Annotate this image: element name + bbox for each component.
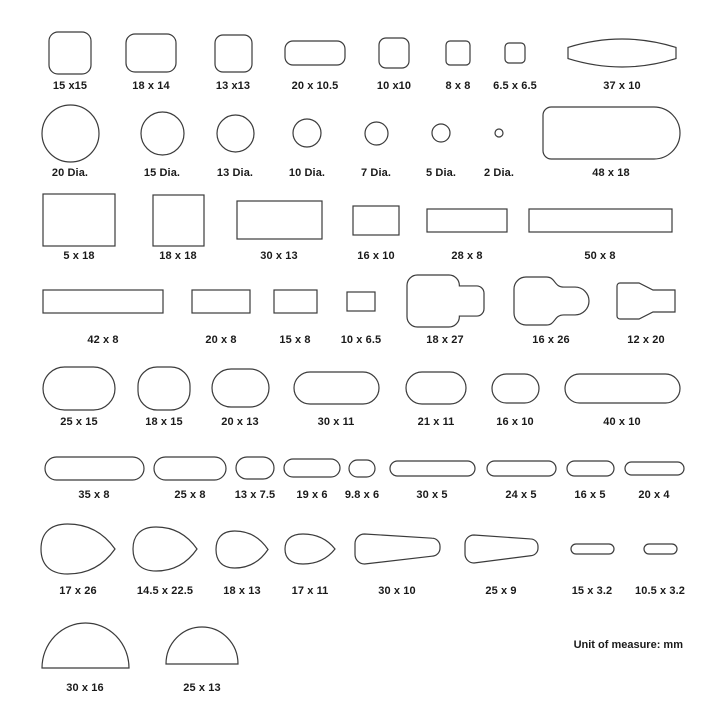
shape-outline bbox=[138, 367, 190, 410]
shape-rounded-rect bbox=[124, 32, 178, 74]
size-label: 5 x 18 bbox=[63, 250, 95, 262]
size-label: 6.5 x 6.5 bbox=[493, 80, 537, 92]
shape-stadium bbox=[347, 458, 377, 479]
shape-outline bbox=[349, 460, 375, 477]
shape-stadium bbox=[292, 370, 381, 406]
shape-stadium bbox=[642, 542, 679, 556]
shape-teardrop bbox=[283, 532, 337, 566]
size-label: 35 x 8 bbox=[78, 489, 110, 501]
shape-outline bbox=[43, 290, 163, 313]
size-label: 18 x 27 bbox=[426, 334, 464, 346]
shape-outline bbox=[133, 527, 197, 571]
shape-outline bbox=[514, 277, 589, 325]
shape-outline bbox=[154, 457, 226, 480]
shape-circle bbox=[215, 113, 256, 154]
size-label: 19 x 6 bbox=[296, 489, 328, 501]
shape-rect bbox=[527, 207, 674, 234]
shape-outline bbox=[407, 275, 484, 327]
shape-outline bbox=[217, 115, 254, 152]
shape-stadium bbox=[282, 457, 342, 479]
shape-outline bbox=[43, 367, 115, 410]
shape-outline bbox=[49, 32, 91, 74]
size-label: 20 x 4 bbox=[638, 489, 670, 501]
shape-outline bbox=[543, 107, 680, 159]
size-label: 10 Dia. bbox=[288, 167, 326, 179]
unit-of-measure-note: Unit of measure: mm bbox=[573, 639, 683, 651]
shape-outline bbox=[432, 124, 450, 142]
shape-rect bbox=[41, 192, 117, 248]
shape-outline bbox=[166, 627, 238, 664]
size-label: 24 x 5 bbox=[505, 489, 537, 501]
shape-outline bbox=[237, 201, 322, 239]
shape-stadium bbox=[565, 459, 616, 478]
shape-outline bbox=[492, 374, 539, 403]
shape-key-tab bbox=[405, 273, 486, 329]
size-label: 12 x 20 bbox=[627, 334, 665, 346]
shape-rounded-rect bbox=[283, 39, 347, 67]
shape-d-rect bbox=[541, 105, 682, 161]
shape-wedge bbox=[463, 533, 540, 565]
shape-teardrop bbox=[131, 525, 199, 573]
size-label: 13 x 7.5 bbox=[234, 489, 276, 501]
shape-outline bbox=[487, 461, 556, 476]
shape-outline bbox=[406, 372, 466, 404]
shape-outline bbox=[495, 129, 503, 137]
size-label: 16 x 10 bbox=[496, 416, 534, 428]
shape-outline bbox=[505, 43, 525, 63]
size-label: 28 x 8 bbox=[451, 250, 483, 262]
shape-teardrop bbox=[39, 522, 117, 576]
shape-outline bbox=[45, 457, 144, 480]
shape-taper-plug bbox=[615, 281, 677, 321]
size-label: 14.5 x 22.5 bbox=[136, 585, 194, 597]
size-label: 30 x 13 bbox=[260, 250, 298, 262]
shape-rect bbox=[151, 193, 206, 248]
shape-outline bbox=[41, 524, 115, 574]
shape-outline bbox=[274, 290, 317, 313]
shape-outline bbox=[42, 105, 99, 162]
shape-stadium bbox=[43, 455, 146, 482]
shape-outline bbox=[617, 283, 675, 319]
size-label: 25 x 13 bbox=[183, 682, 221, 694]
shape-outline bbox=[625, 462, 684, 475]
shape-lens bbox=[566, 37, 678, 69]
shape-outline bbox=[355, 534, 440, 564]
shape-stadium bbox=[490, 372, 541, 405]
shape-rect bbox=[351, 204, 401, 237]
size-label: 25 x 8 bbox=[174, 489, 206, 501]
size-label: 40 x 10 bbox=[603, 416, 641, 428]
shape-outline bbox=[353, 206, 399, 235]
size-label: 16 x 5 bbox=[574, 489, 606, 501]
shape-stadium bbox=[569, 542, 616, 556]
shape-outline bbox=[379, 38, 409, 68]
shape-outline bbox=[529, 209, 672, 232]
size-label: 16 x 26 bbox=[532, 334, 570, 346]
shape-outline bbox=[565, 374, 680, 403]
size-label: 20 x 13 bbox=[221, 416, 259, 428]
shape-rounded-rect bbox=[444, 39, 472, 67]
shape-rounded-rect bbox=[47, 30, 93, 76]
size-label: 20 x 8 bbox=[205, 334, 237, 346]
size-label: 8 x 8 bbox=[445, 80, 471, 92]
size-label: 15 x 8 bbox=[279, 334, 311, 346]
shape-rect bbox=[272, 288, 319, 315]
shape-stadium bbox=[404, 370, 468, 406]
size-label: 17 x 11 bbox=[291, 585, 329, 597]
shape-semicircle bbox=[40, 621, 131, 670]
size-label: 21 x 11 bbox=[417, 416, 455, 428]
size-label: 10 x 6.5 bbox=[340, 334, 382, 346]
size-label: 15 x15 bbox=[52, 80, 88, 92]
size-label: 15 Dia. bbox=[143, 167, 181, 179]
shape-rounded-rect bbox=[213, 33, 254, 74]
shape-stadium bbox=[210, 367, 271, 409]
shape-outline bbox=[347, 292, 375, 311]
size-label: 10.5 x 3.2 bbox=[635, 585, 685, 597]
size-label: 9.8 x 6 bbox=[344, 489, 380, 501]
size-label: 30 x 5 bbox=[416, 489, 448, 501]
size-label: 5 Dia. bbox=[426, 167, 456, 179]
size-label: 25 x 9 bbox=[485, 585, 517, 597]
shape-outline bbox=[192, 290, 250, 313]
size-label: 30 x 16 bbox=[66, 682, 104, 694]
shape-outline bbox=[153, 195, 204, 246]
shape-rounded-rect bbox=[377, 36, 411, 70]
shape-outline bbox=[284, 459, 340, 477]
shape-outline bbox=[212, 369, 269, 407]
shape-wedge bbox=[353, 532, 442, 566]
size-label: 15 x 3.2 bbox=[571, 585, 613, 597]
shape-outline bbox=[571, 544, 614, 554]
shape-semicircle bbox=[164, 625, 240, 666]
shape-blob bbox=[136, 365, 192, 412]
shape-outline bbox=[285, 534, 335, 564]
shape-circle bbox=[40, 103, 101, 164]
shape-stadium bbox=[563, 372, 682, 405]
size-label: 20 x 10.5 bbox=[291, 80, 339, 92]
shape-outline bbox=[294, 372, 379, 404]
size-label: 25 x 15 bbox=[60, 416, 98, 428]
shape-stadium bbox=[152, 455, 228, 482]
shape-outline bbox=[216, 531, 268, 568]
shape-outline bbox=[567, 461, 614, 476]
size-label: 7 Dia. bbox=[361, 167, 391, 179]
shape-teardrop bbox=[214, 529, 270, 570]
shape-outline bbox=[390, 461, 475, 476]
shape-outline bbox=[285, 41, 345, 65]
shape-circle bbox=[139, 110, 186, 157]
size-label: 2 Dia. bbox=[484, 167, 514, 179]
shape-outline bbox=[293, 119, 321, 147]
size-label: 13 Dia. bbox=[216, 167, 254, 179]
shape-key-tab-curvy bbox=[512, 275, 591, 327]
shape-circle bbox=[363, 120, 390, 147]
shape-stadium bbox=[41, 365, 117, 412]
shape-outline bbox=[236, 457, 274, 479]
size-label: 20 Dia. bbox=[51, 167, 89, 179]
shape-stadium bbox=[485, 459, 558, 478]
size-label: 18 x 14 bbox=[132, 80, 170, 92]
shape-outline bbox=[427, 209, 507, 232]
size-label: 16 x 10 bbox=[357, 250, 395, 262]
shape-stadium bbox=[388, 459, 477, 478]
size-label: 18 x 13 bbox=[223, 585, 261, 597]
shape-stadium bbox=[234, 455, 276, 481]
shape-outline bbox=[446, 41, 470, 65]
shape-rect bbox=[425, 207, 509, 234]
size-label: 48 x 18 bbox=[592, 167, 630, 179]
shape-rect bbox=[41, 288, 165, 315]
shape-outline bbox=[465, 535, 538, 563]
shape-outline bbox=[42, 623, 129, 668]
shape-circle bbox=[493, 127, 505, 139]
shape-stadium bbox=[623, 460, 686, 477]
size-label: 50 x 8 bbox=[584, 250, 616, 262]
shape-outline bbox=[568, 39, 676, 67]
size-label: 18 x 15 bbox=[145, 416, 183, 428]
shape-rect bbox=[235, 199, 324, 241]
shape-outline bbox=[126, 34, 176, 72]
shape-outline bbox=[215, 35, 252, 72]
size-label: 17 x 26 bbox=[59, 585, 97, 597]
shape-rect bbox=[190, 288, 252, 315]
shape-outline bbox=[365, 122, 388, 145]
shape-outline bbox=[141, 112, 184, 155]
size-label: 18 x 18 bbox=[159, 250, 197, 262]
shape-circle bbox=[430, 122, 452, 144]
size-label: 37 x 10 bbox=[603, 80, 641, 92]
size-label: 42 x 8 bbox=[87, 334, 119, 346]
shape-rect bbox=[345, 290, 377, 313]
size-label: 30 x 10 bbox=[378, 585, 416, 597]
shape-outline bbox=[644, 544, 677, 554]
shape-outline bbox=[43, 194, 115, 246]
size-label: 10 x10 bbox=[376, 80, 412, 92]
size-label: 13 x13 bbox=[215, 80, 251, 92]
shape-rounded-rect bbox=[503, 41, 527, 65]
shape-circle bbox=[291, 117, 323, 149]
size-label: 30 x 11 bbox=[317, 416, 355, 428]
